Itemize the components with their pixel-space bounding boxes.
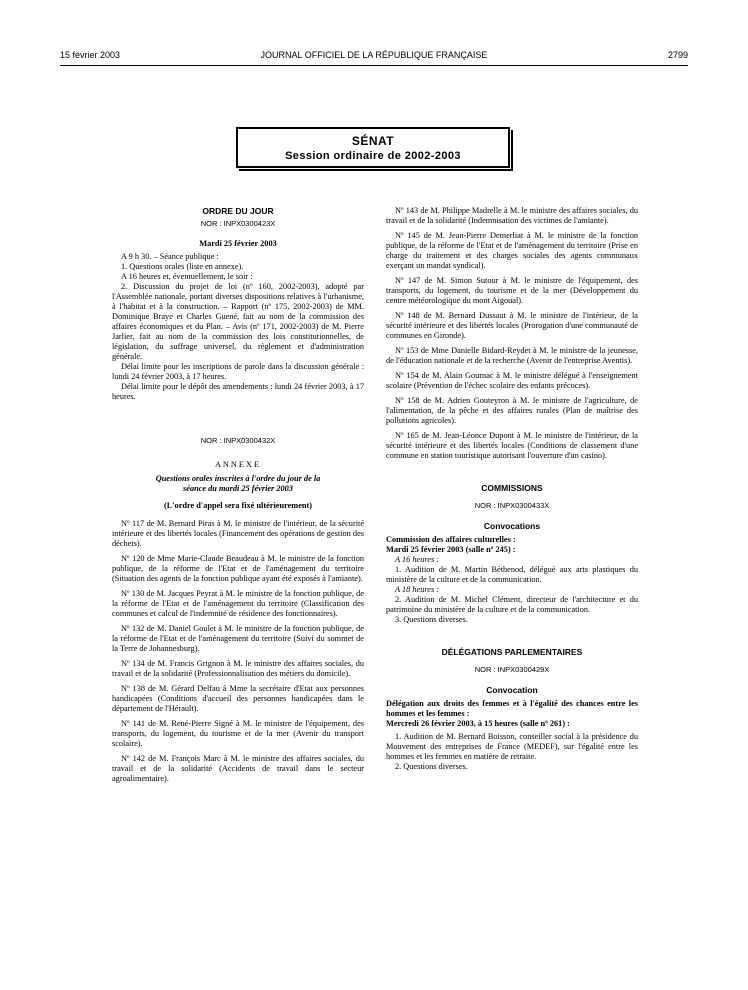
question-item: Nº 130 de M. Jacques Peyrat à M. le ministre de la fonction publique, de la réforme de l'Etat et de l'aménagement du territoire (Classification des communes et calcul de l'indemnité de résidence des fonctionnaires). [112,589,364,618]
commission-date: Mardi 25 février 2003 (salle nº 245) : [386,545,516,554]
delegation-date: Mercredi 26 février 2003, à 15 heures (salle nº 261) : [386,719,570,728]
commissions-convocations: Convocations [483,521,541,531]
question-item: Nº 132 de M. Daniel Goulet à M. le ministre de la fonction publique, de la réforme de l'Etat et de l'aménagement du territoire (Suivi du sommet de la Terre de Johannesburg). [112,624,364,653]
question-item: Nº 158 de M. Adrien Gouteyron à M. le ministre de l'agriculture, de l'alimentation, de la pêche et des affaires rurales (Plan de maîtrise des pollutions agricoles). [386,396,638,425]
ordre-date: Mardi 25 février 2003 [199,239,277,248]
commission-time-2: A 18 heures : [395,585,440,594]
question-item: Nº 154 de M. Alain Gournac à M. le ministre délégué à l'enseignement scolaire (Prévention de l'échec scolaire des enfants précoces). [386,371,638,390]
ordre-p5: Délai limite pour les inscriptions de parole dans la discussion générale : lundi 24 février 2003, à 17 heures. [112,362,364,381]
question-item: Nº 147 de M. Simon Sutour à M. le ministre de l'équipement, des transports, du logement, du tourisme et de la mer (Développement du centre météorologique du mont Aigoual). [386,276,638,305]
left-column [112,206,364,789]
annexe-nor: NOR : INPX0300432X [200,436,276,445]
delegations-nor: NOR : INPX0300429X [474,665,550,674]
ordre-p4: 2. Discussion du projet de loi (nº 160, 2002-2003), adopté par l'Assemblée nationale, portant diverses dispositions relatives à l'urbanisme, à l'habitat et à la construction. – Rapport (nº 175, 2002-2003) de MM. Dominique Braye et Charles Guené, fait au nom de la commission des affaires économiques et du Plan. – Avis (nº 171, 2002-2003) de M. Pierre Jarlier, fait au nom de la commission des lois constitutionnelles, de législation, du suffrage universel, du règlement et d'administration générale. [112,282,364,361]
delegation-item-2: 2. Questions diverses. [395,762,468,771]
commission-item-3: 3. Questions diverses. [395,615,468,624]
ordre-p2: 1. Questions orales (liste en annexe). [121,262,244,271]
commissions-heading: COMMISSIONS [481,483,543,493]
commission-name: Commission des affaires culturelles : [386,535,516,544]
question-item: Nº 141 de M. René-Pierre Signé à M. le ministre de l'équipement, des transports, du logement, du tourisme et de la mer (Avenir du transport scolaire). [112,719,364,748]
ordre-nor: NOR : INPX0300423X [200,219,276,228]
ordre-p1: A 9 h 30. – Séance publique : [121,252,219,261]
issue-date: 15 février 2003 [60,50,121,60]
right-column [386,206,638,772]
question-item: Nº 143 de M. Philippe Madrelle à M. le ministre des affaires sociales, du travail et de la solidarité (Indemnisation des victimes de l'amiante). [386,206,638,225]
ordre-p6: Délai limite pour le dépôt des amendements : lundi 24 février 2003, à 17 heures. [112,382,364,401]
question-item: Nº 153 de Mme Danielle Bidard-Reydet à M. le ministre de la jeunesse, de l'éducation nationale et de la recherche (Avenir de l'entreprise Aventis). [386,346,638,365]
senat-title-box [236,127,510,168]
question-item: Nº 117 de M. Bernard Piras à M. le ministre de l'intérieur, de la sécurité intérieure et des libertés locales (Financement des opérations de gestion des déchets). [112,519,364,548]
senat-title: SÉNAT [351,134,395,148]
ordre-p3: A 16 heures et, éventuellement, le soir : [121,272,253,281]
question-item: Nº 142 de M. François Marc à M. le ministre des affaires sociales, du travail et de la solidarité (Accidents de travail dans le secteur agroalimentaire). [112,754,364,783]
annexe-heading: ANNEXE [214,460,262,469]
question-item: Nº 120 de Mme Marie-Claude Beaudeau à M. le ministre de la fonction publique, de la réforme de l'Etat et de l'aménagement du territoire (Situation des agents de la fonction publique ayant été exposés à l'amiante). [112,554,364,583]
commissions-nor: NOR : INPX0300433X [474,501,550,510]
commission-item-2: 2. Audition de M. Michel Clément, directeur de l'architecture et du patrimoine du ministère de la culture et de la communication. [386,595,638,614]
commission-time-1: A 16 heures : [395,555,440,564]
delegation-item-1: 1. Audition de M. Bernard Boisson, conseiller social à la présidence du Mouvement des entreprises de France (MEDEF), sur l'égalité entre les hommes et les femmes en matière de retraite. [386,732,638,761]
question-item: Nº 148 de M. Bernard Dussaut à M. le ministre de l'intérieur, de la sécurité intérieure et des libertés locales (Prorogation d'une communauté de communes en Gironde). [386,311,638,340]
question-item: Nº 134 de M. Francis Grignon à M. le ministre des affaires sociales, du travail et de la solidarité (Professionnalisation des métiers du domicile). [112,659,364,678]
delegations-convocation: Convocation [486,685,538,695]
running-header [60,50,688,64]
question-item: Nº 165 de M. Jean-Léonce Dupont à M. le ministre de l'intérieur, de la sécurité intérieure et des libertés locales (Conditions de classement d'une commune en station touristique autorisant l'ouverture d'un casino). [386,431,638,460]
annexe-note: (L'ordre d'appel sera fixé ultérieurement) [163,501,313,510]
question-item: Nº 138 de M. Gérard Delfau à Mme la secrétaire d'Etat aux personnes handicapées (Conditions d'accueil des personnes handicapées dans le département de l'Hérault). [112,684,364,713]
delegation-name: Délégation aux droits des femmes et à l'égalité des chances entre les hommes et les femmes : [386,699,638,718]
header-rule [60,65,688,66]
journal-title: JOURNAL OFFICIEL DE LA RÉPUBLIQUE FRANÇAISE [260,50,488,60]
annexe-subtitle: Questions orales inscrites à l'ordre du jour de la séance du mardi 25 février 2003 [155,474,321,493]
page-number: 2799 [667,50,688,60]
question-item: Nº 145 de M. Jean-Pierre Demerliat à M. le ministre de la fonction publique, de la réforme de l'Etat et de l'aménagement du territoire (Prise en charge du traitement et des charges sociales des agents communaux exerçant un mandat syndical). [386,231,638,270]
delegations-heading: DÉLÉGATIONS PARLEMENTAIRES [441,647,583,657]
ordre-heading: ORDRE DU JOUR [202,206,274,216]
session-title: Session ordinaire de 2002-2003 [285,150,461,162]
commission-item-1: 1. Audition de M. Martin Béthenod, délégué aux arts plastiques du ministère de la culture et de la communication. [386,565,638,584]
